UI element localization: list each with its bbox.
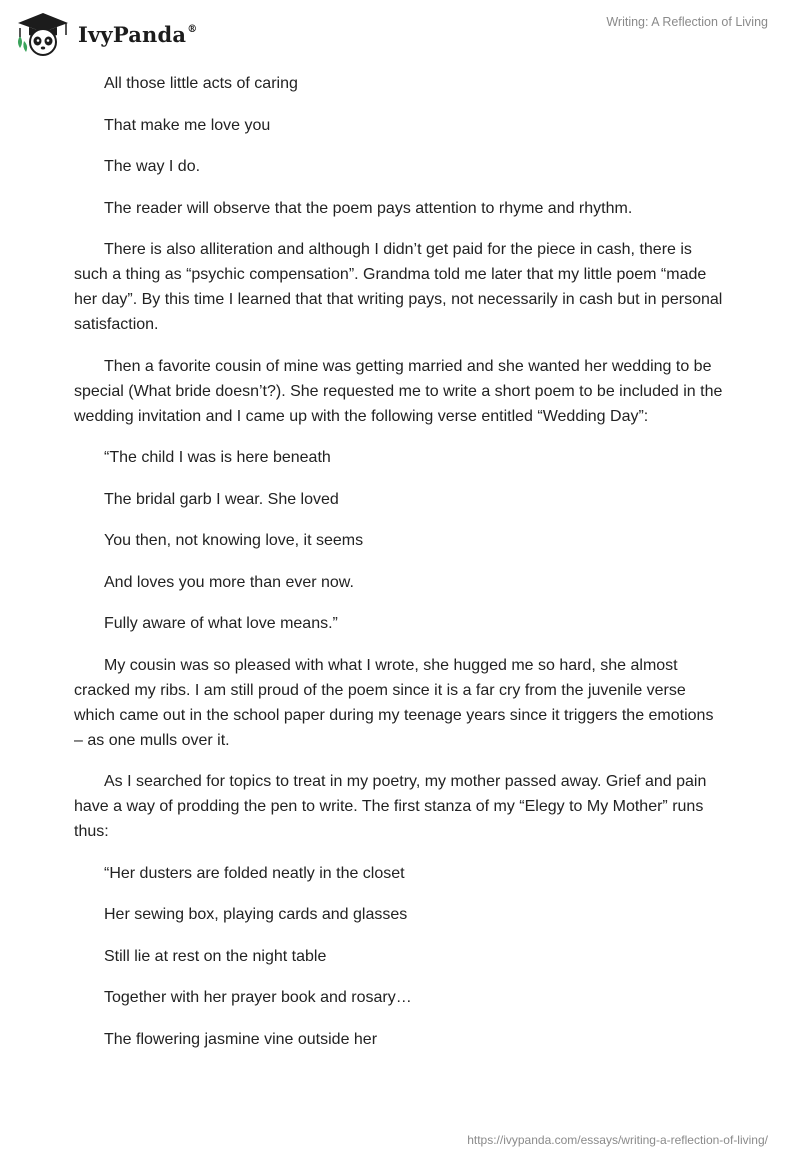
poem-line: “The child I was is here beneath (104, 449, 331, 466)
poem-line: You then, not knowing love, it seems (104, 532, 364, 549)
paragraph: Then a favorite cousin of mine was getting married and she wanted her wedding to be special (What bride doesn’t?). She requested me to write a short poem to be included in the wedding invitation and I came up with the following verse entitled “Wedding Day”: (74, 357, 723, 425)
panda-graduate-icon (14, 8, 72, 56)
paragraph: There is also alliteration and although I didn’t get paid for the piece in cash, there is such a thing as “psychic compensation”. Grandma told me later that my little poem “made her day”. By this time I learned that that writing pays, not necessarily in cash but in personal satisfaction. (74, 241, 723, 333)
poem-line: Her sewing box, playing cards and glasses (104, 906, 408, 923)
page-header (0, 0, 800, 60)
poem-line: “Her dusters are folded neatly in the closet (104, 864, 405, 882)
running-title: Writing: A Reflection of Living (606, 15, 768, 29)
poem-line: And loves you more than ever now. (104, 573, 354, 591)
poem-line: That make me love you (104, 116, 271, 134)
brand-name: IvyPanda® (78, 21, 198, 47)
paragraph: The reader will observe that the poem pays attention to rhyme and rhythm. (104, 199, 633, 217)
poem-line: Together with her prayer book and rosary… (104, 989, 412, 1006)
poem-line: Fully aware of what love means.” (104, 615, 338, 632)
ivypanda-logo[interactable] (14, 8, 197, 56)
essay-body (74, 71, 724, 1068)
paragraph: As I searched for topics to treat in my poetry, my mother passed away. Grief and pain have a way of prodding the pen to write. The first stanza of my “Elegy to My Mother” runs thus: (74, 773, 707, 840)
source-url[interactable]: https://ivypanda.com/essays/writing-a-reflection-of-living/ (467, 1133, 768, 1147)
poem-line: All those little acts of caring (104, 75, 298, 92)
poem-line: The way I do. (104, 158, 201, 175)
paragraph: My cousin was so pleased with what I wrote, she hugged me so hard, she almost cracked my ribs. I am still proud of the poem since it is a far cry from the juvenile verse which came out in the school paper during my teenage years since it triggers the emotions – as one mulls over it. (74, 656, 714, 749)
poem-line: Still lie at rest on the night table (104, 947, 327, 965)
poem-line: The flowering jasmine vine outside her (104, 1030, 378, 1048)
poem-line: The bridal garb I wear. She loved (104, 490, 339, 508)
